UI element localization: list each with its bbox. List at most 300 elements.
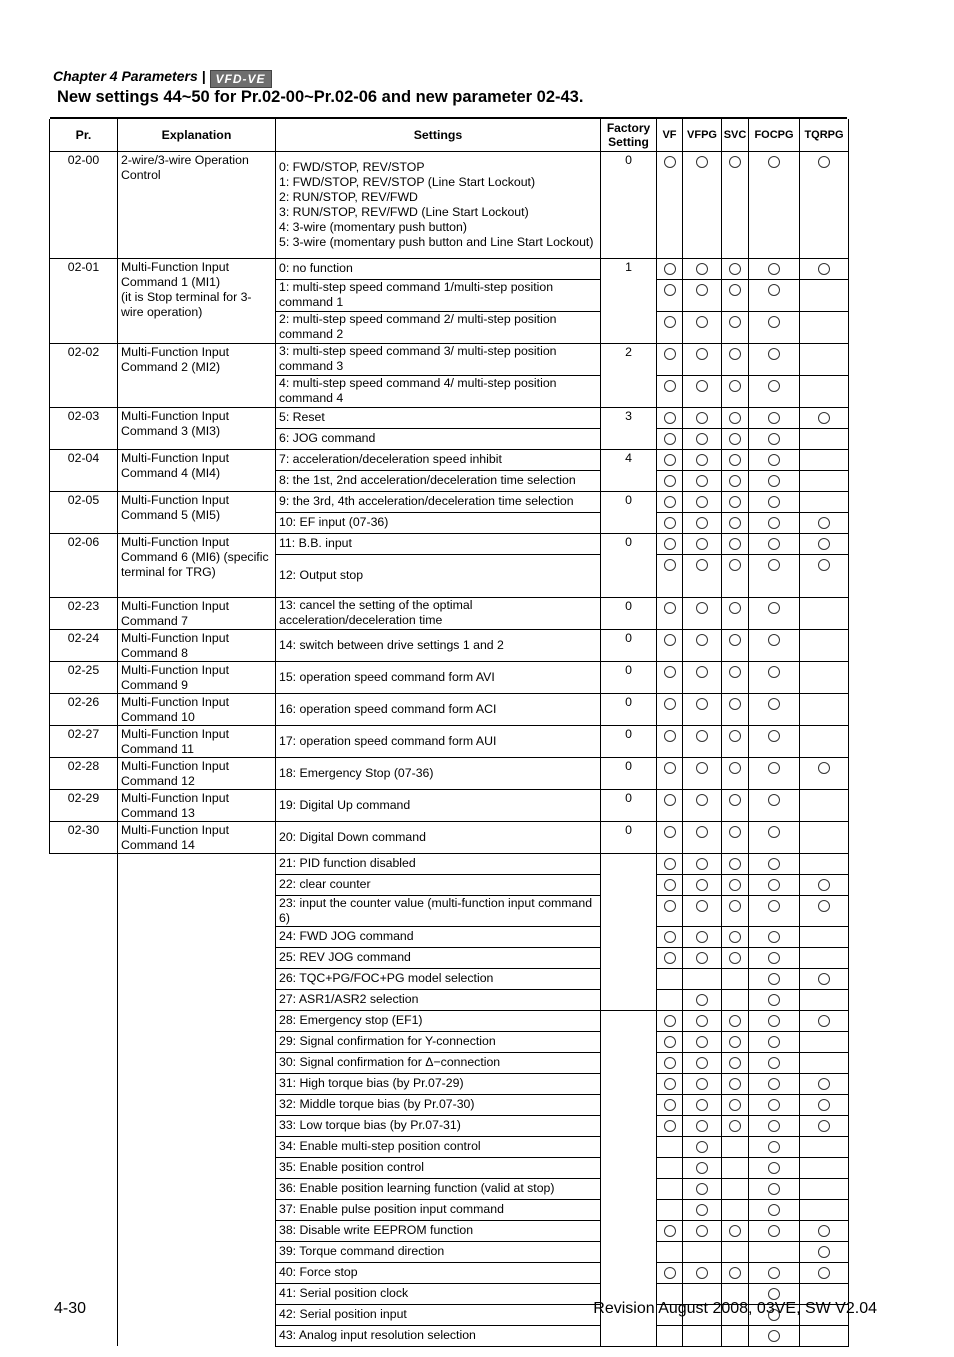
mark-cell-focpg: [749, 1031, 800, 1052]
mark-cell-vf: [657, 554, 683, 597]
circle-icon: [696, 858, 708, 870]
mark-cell-focpg: [749, 661, 800, 693]
factory-setting: [601, 1010, 657, 1346]
mark-cell-focpg: [749, 757, 800, 789]
mark-cell-vfpg: [683, 1031, 722, 1052]
mark-cell-focpg: [749, 428, 800, 449]
mark-cell-vf: [657, 151, 683, 258]
mark-cell-tqrpg: [800, 693, 849, 725]
circle-icon: [696, 762, 708, 774]
circle-icon: [664, 1078, 676, 1090]
circle-icon: [696, 900, 708, 912]
mark-cell-vf: [657, 258, 683, 279]
mark-cell-tqrpg: [800, 989, 849, 1010]
mark-cell-svc: [722, 1178, 749, 1199]
mark-cell-tqrpg: [800, 491, 849, 512]
setting-text: 27: ASR1/ASR2 selection: [276, 989, 601, 1010]
mark-cell-focpg: [749, 693, 800, 725]
col-header-pr: Pr.: [50, 119, 118, 151]
setting-text: 5: Reset: [276, 407, 601, 428]
param-number: 02-30: [50, 821, 118, 853]
setting-text: 14: switch between drive settings 1 and 2: [276, 629, 601, 661]
circle-icon: [818, 1225, 830, 1237]
table-row: [50, 491, 849, 512]
circle-icon: [729, 496, 741, 508]
mark-cell-focpg: [749, 1199, 800, 1220]
setting-text: 39: Torque command direction: [276, 1241, 601, 1262]
circle-icon: [818, 1267, 830, 1279]
mark-cell-vfpg: [683, 895, 722, 926]
circle-icon: [768, 1183, 780, 1195]
mark-cell-vf: [657, 279, 683, 311]
circle-icon: [696, 730, 708, 742]
circle-icon: [696, 380, 708, 392]
circle-icon: [696, 454, 708, 466]
factory-setting: 0: [601, 151, 657, 258]
mark-cell-svc: [722, 407, 749, 428]
mark-cell-vf: [657, 491, 683, 512]
param-explanation: Multi-Function Input Command 11: [118, 725, 276, 757]
setting-text: 8: the 1st, 2nd acceleration/deceleration time selection: [276, 470, 601, 491]
setting-text: 1: multi-step speed command 1/multi-step position command 1: [276, 279, 601, 311]
mark-cell-vfpg: [683, 375, 722, 407]
circle-icon: [768, 348, 780, 360]
mark-cell-focpg: [749, 1325, 800, 1346]
param-number: 02-04: [50, 449, 118, 491]
param-number: 02-06: [50, 533, 118, 597]
vfd-ve-logo: VFD-VE: [210, 70, 272, 88]
table-body: [50, 151, 849, 1346]
circle-icon: [768, 1225, 780, 1237]
mark-cell-svc: [722, 661, 749, 693]
col-header-svc: SVC: [722, 119, 749, 151]
mark-cell-vfpg: [683, 343, 722, 375]
circle-icon: [768, 602, 780, 614]
mark-cell-vf: [657, 1031, 683, 1052]
mark-cell-tqrpg: [800, 821, 849, 853]
mark-cell-tqrpg: [800, 449, 849, 470]
mark-cell-svc: [722, 597, 749, 629]
chapter-heading: [53, 68, 272, 88]
mark-cell-svc: [722, 789, 749, 821]
mark-cell-tqrpg: [800, 874, 849, 895]
circle-icon: [768, 454, 780, 466]
circle-icon: [664, 858, 676, 870]
circle-icon: [696, 666, 708, 678]
param-number: 02-05: [50, 491, 118, 533]
mark-cell-tqrpg: [800, 1220, 849, 1241]
param-number: 02-26: [50, 693, 118, 725]
mark-cell-vf: [657, 757, 683, 789]
factory-setting: 2: [601, 343, 657, 407]
col-header-focpg: FOCPG: [749, 119, 800, 151]
circle-icon: [729, 156, 741, 168]
circle-icon: [664, 931, 676, 943]
mark-cell-tqrpg: [800, 1241, 849, 1262]
mark-cell-vfpg: [683, 1052, 722, 1073]
mark-cell-tqrpg: [800, 1031, 849, 1052]
mark-cell-focpg: [749, 968, 800, 989]
circle-icon: [664, 900, 676, 912]
setting-text: 3: multi-step speed command 3/ multi-step position command 3: [276, 343, 601, 375]
mark-cell-focpg: [749, 874, 800, 895]
mark-cell-tqrpg: [800, 407, 849, 428]
circle-icon: [768, 973, 780, 985]
mark-cell-tqrpg: [800, 470, 849, 491]
mark-cell-focpg: [749, 1094, 800, 1115]
mark-cell-vf: [657, 1199, 683, 1220]
circle-icon: [696, 263, 708, 275]
circle-icon: [729, 433, 741, 445]
mark-cell-svc: [722, 533, 749, 554]
mark-cell-vfpg: [683, 258, 722, 279]
mark-cell-tqrpg: [800, 512, 849, 533]
mark-cell-focpg: [749, 1262, 800, 1283]
mark-cell-vfpg: [683, 491, 722, 512]
circle-icon: [696, 1036, 708, 1048]
circle-icon: [729, 380, 741, 392]
col-header-vfpg: VFPG: [683, 119, 722, 151]
setting-text: 42: Serial position input: [276, 1304, 601, 1325]
mark-cell-vf: [657, 311, 683, 343]
factory-setting: 0: [601, 821, 657, 853]
circle-icon: [729, 538, 741, 550]
mark-cell-focpg: [749, 789, 800, 821]
mark-cell-vfpg: [683, 512, 722, 533]
circle-icon: [768, 475, 780, 487]
mark-cell-svc: [722, 725, 749, 757]
circle-icon: [768, 730, 780, 742]
setting-text: 7: acceleration/deceleration speed inhibit: [276, 449, 601, 470]
setting-text: 41: Serial position clock: [276, 1283, 601, 1304]
circle-icon: [729, 858, 741, 870]
mark-cell-svc: [722, 874, 749, 895]
circle-icon: [729, 1057, 741, 1069]
setting-text: 30: Signal confirmation for Δ−connection: [276, 1052, 601, 1073]
factory-setting: 0: [601, 597, 657, 629]
circle-icon: [729, 475, 741, 487]
table-row: [50, 853, 849, 874]
circle-icon: [696, 284, 708, 296]
circle-icon: [696, 952, 708, 964]
mark-cell-svc: [722, 1199, 749, 1220]
mark-cell-focpg: [749, 1220, 800, 1241]
circle-icon: [729, 1120, 741, 1132]
mark-cell-vf: [657, 693, 683, 725]
setting-text: 2: multi-step speed command 2/ multi-step position command 2: [276, 311, 601, 343]
mark-cell-svc: [722, 1115, 749, 1136]
circle-icon: [768, 698, 780, 710]
param-number: [50, 853, 118, 1010]
circle-icon: [768, 952, 780, 964]
mark-cell-svc: [722, 1094, 749, 1115]
param-explanation: Multi-Function Input Command 12: [118, 757, 276, 789]
circle-icon: [768, 794, 780, 806]
factory-setting: [601, 853, 657, 1010]
circle-icon: [768, 412, 780, 424]
circle-icon: [729, 900, 741, 912]
setting-text: 6: JOG command: [276, 428, 601, 449]
mark-cell-vfpg: [683, 757, 722, 789]
mark-cell-tqrpg: [800, 1115, 849, 1136]
circle-icon: [664, 156, 676, 168]
mark-cell-vf: [657, 629, 683, 661]
mark-cell-svc: [722, 895, 749, 926]
circle-icon: [729, 1225, 741, 1237]
mark-cell-tqrpg: [800, 789, 849, 821]
factory-setting: 0: [601, 693, 657, 725]
circle-icon: [768, 1120, 780, 1132]
mark-cell-focpg: [749, 375, 800, 407]
setting-text: 37: Enable pulse position input command: [276, 1199, 601, 1220]
setting-text: 4: multi-step speed command 4/ multi-step position command 4: [276, 375, 601, 407]
mark-cell-vfpg: [683, 597, 722, 629]
circle-icon: [664, 698, 676, 710]
mark-cell-tqrpg: [800, 1010, 849, 1031]
setting-text: 33: Low torque bias (by Pr.07-31): [276, 1115, 601, 1136]
mark-cell-vfpg: [683, 1157, 722, 1178]
circle-icon: [696, 634, 708, 646]
param-explanation: 2-wire/3-wire Operation Control: [118, 151, 276, 258]
mark-cell-tqrpg: [800, 533, 849, 554]
table-row: [50, 407, 849, 428]
mark-cell-vfpg: [683, 1136, 722, 1157]
setting-text: 20: Digital Down command: [276, 821, 601, 853]
mark-cell-vf: [657, 407, 683, 428]
circle-icon: [664, 380, 676, 392]
mark-cell-vf: [657, 597, 683, 629]
circle-icon: [818, 517, 830, 529]
circle-icon: [729, 1015, 741, 1027]
mark-cell-vf: [657, 1262, 683, 1283]
mark-cell-tqrpg: [800, 853, 849, 874]
param-number: 02-24: [50, 629, 118, 661]
setting-text: 16: operation speed command form ACI: [276, 693, 601, 725]
mark-cell-tqrpg: [800, 1136, 849, 1157]
mark-cell-tqrpg: [800, 375, 849, 407]
circle-icon: [696, 475, 708, 487]
circle-icon: [664, 559, 676, 571]
param-explanation: Multi-Function Input Command 4 (MI4): [118, 449, 276, 491]
circle-icon: [696, 496, 708, 508]
mark-cell-vf: [657, 926, 683, 947]
factory-setting: 0: [601, 757, 657, 789]
mark-cell-svc: [722, 258, 749, 279]
circle-icon: [696, 1267, 708, 1279]
col-header-tqrpg: TQRPG: [800, 119, 849, 151]
circle-icon: [664, 412, 676, 424]
mark-cell-tqrpg: [800, 343, 849, 375]
mark-cell-vfpg: [683, 629, 722, 661]
page-title: New settings 44~50 for Pr.02-00~Pr.02-06 and new parameter 02-43.: [57, 88, 584, 106]
setting-text: 21: PID function disabled: [276, 853, 601, 874]
table-row: [50, 821, 849, 853]
circle-icon: [696, 1057, 708, 1069]
mark-cell-vfpg: [683, 554, 722, 597]
param-explanation: Multi-Function Input Command 5 (MI5): [118, 491, 276, 533]
mark-cell-vfpg: [683, 1094, 722, 1115]
circle-icon: [768, 1288, 780, 1300]
circle-icon: [664, 1015, 676, 1027]
setting-text: 43: Analog input resolution selection: [276, 1325, 601, 1346]
mark-cell-vfpg: [683, 470, 722, 491]
mark-cell-vf: [657, 375, 683, 407]
factory-setting: 0: [601, 533, 657, 597]
param-number: 02-01: [50, 258, 118, 343]
mark-cell-vf: [657, 968, 683, 989]
circle-icon: [818, 412, 830, 424]
circle-icon: [768, 826, 780, 838]
circle-icon: [729, 762, 741, 774]
setting-text: 32: Middle torque bias (by Pr.07-30): [276, 1094, 601, 1115]
mark-cell-vfpg: [683, 1178, 722, 1199]
col-header-settings: Settings: [276, 119, 601, 151]
circle-icon: [818, 559, 830, 571]
circle-icon: [729, 879, 741, 891]
mark-cell-vf: [657, 821, 683, 853]
mark-cell-vf: [657, 470, 683, 491]
mark-cell-vfpg: [683, 1115, 722, 1136]
mark-cell-svc: [722, 375, 749, 407]
mark-cell-vf: [657, 1157, 683, 1178]
circle-icon: [696, 1015, 708, 1027]
param-explanation: Multi-Function Input Command 8: [118, 629, 276, 661]
mark-cell-vf: [657, 1052, 683, 1073]
mark-cell-focpg: [749, 343, 800, 375]
setting-text: 19: Digital Up command: [276, 789, 601, 821]
circle-icon: [696, 931, 708, 943]
param-explanation: Multi-Function Input Command 10: [118, 693, 276, 725]
circle-icon: [729, 316, 741, 328]
setting-text: 0: FWD/STOP, REV/STOP 1: FWD/STOP, REV/STOP (Line Start Lockout) 2: RUN/STOP, REV/FWD 3: RUN/STOP, REV/FWD (Line Start Lockout) 4: 3-wire (momentary push button) 5: 3-wire (momentary push button and Line Start Lockout): [276, 151, 601, 258]
circle-icon: [729, 1099, 741, 1111]
setting-text: 35: Enable position control: [276, 1157, 601, 1178]
mark-cell-focpg: [749, 629, 800, 661]
mark-cell-focpg: [749, 279, 800, 311]
mark-cell-svc: [722, 1136, 749, 1157]
mark-cell-vf: [657, 789, 683, 821]
factory-setting: 1: [601, 258, 657, 343]
circle-icon: [768, 1267, 780, 1279]
circle-icon: [768, 1015, 780, 1027]
param-explanation: Multi-Function Input Command 2 (MI2): [118, 343, 276, 407]
circle-icon: [729, 1036, 741, 1048]
circle-icon: [818, 1246, 830, 1258]
mark-cell-focpg: [749, 926, 800, 947]
circle-icon: [768, 1057, 780, 1069]
mark-cell-vfpg: [683, 407, 722, 428]
mark-cell-focpg: [749, 449, 800, 470]
circle-icon: [696, 1141, 708, 1153]
mark-cell-vfpg: [683, 533, 722, 554]
mark-cell-vf: [657, 1325, 683, 1346]
mark-cell-vfpg: [683, 1010, 722, 1031]
mark-cell-svc: [722, 1031, 749, 1052]
mark-cell-vfpg: [683, 789, 722, 821]
mark-cell-svc: [722, 1157, 749, 1178]
mark-cell-focpg: [749, 1052, 800, 1073]
setting-text: 12: Output stop: [276, 554, 601, 597]
circle-icon: [664, 794, 676, 806]
circle-icon: [768, 1141, 780, 1153]
col-header-explanation: Explanation: [118, 119, 276, 151]
param-explanation: [118, 853, 276, 1010]
mark-cell-tqrpg: [800, 1073, 849, 1094]
circle-icon: [818, 156, 830, 168]
circle-icon: [664, 1099, 676, 1111]
mark-cell-tqrpg: [800, 947, 849, 968]
mark-cell-vfpg: [683, 1073, 722, 1094]
circle-icon: [768, 517, 780, 529]
factory-setting: 0: [601, 661, 657, 693]
circle-icon: [768, 1204, 780, 1216]
mark-cell-vf: [657, 1220, 683, 1241]
mark-cell-svc: [722, 989, 749, 1010]
mark-cell-svc: [722, 926, 749, 947]
circle-icon: [664, 762, 676, 774]
mark-cell-vf: [657, 449, 683, 470]
circle-icon: [696, 879, 708, 891]
mark-cell-tqrpg: [800, 968, 849, 989]
mark-cell-vfpg: [683, 1241, 722, 1262]
param-number: 02-03: [50, 407, 118, 449]
mark-cell-vfpg: [683, 1199, 722, 1220]
mark-cell-tqrpg: [800, 1325, 849, 1346]
circle-icon: [696, 794, 708, 806]
circle-icon: [696, 316, 708, 328]
circle-icon: [664, 1267, 676, 1279]
mark-cell-tqrpg: [800, 1052, 849, 1073]
circle-icon: [768, 879, 780, 891]
circle-icon: [664, 602, 676, 614]
mark-cell-svc: [722, 470, 749, 491]
circle-icon: [818, 973, 830, 985]
circle-icon: [768, 666, 780, 678]
mark-cell-focpg: [749, 554, 800, 597]
col-header-factory-setting: Factory Setting: [601, 119, 657, 151]
mark-cell-svc: [722, 512, 749, 533]
circle-icon: [696, 1204, 708, 1216]
table-row: [50, 597, 849, 629]
mark-cell-tqrpg: [800, 895, 849, 926]
mark-cell-svc: [722, 279, 749, 311]
circle-icon: [696, 1078, 708, 1090]
table-row: [50, 757, 849, 789]
table-row: [50, 449, 849, 470]
param-explanation: Multi-Function Input Command 13: [118, 789, 276, 821]
circle-icon: [729, 794, 741, 806]
mark-cell-svc: [722, 1010, 749, 1031]
page-number: 4-30: [54, 1300, 87, 1317]
circle-icon: [768, 1162, 780, 1174]
mark-cell-vf: [657, 512, 683, 533]
mark-cell-vfpg: [683, 151, 722, 258]
mark-cell-svc: [722, 853, 749, 874]
param-number: 02-27: [50, 725, 118, 757]
param-number: 02-29: [50, 789, 118, 821]
circle-icon: [818, 1015, 830, 1027]
circle-icon: [664, 1057, 676, 1069]
circle-icon: [664, 952, 676, 964]
circle-icon: [696, 1183, 708, 1195]
mark-cell-svc: [722, 343, 749, 375]
circle-icon: [664, 879, 676, 891]
mark-cell-vf: [657, 1178, 683, 1199]
table-row: [50, 629, 849, 661]
col-header-vf: VF: [657, 119, 683, 151]
mark-cell-tqrpg: [800, 1157, 849, 1178]
mark-cell-tqrpg: [800, 428, 849, 449]
